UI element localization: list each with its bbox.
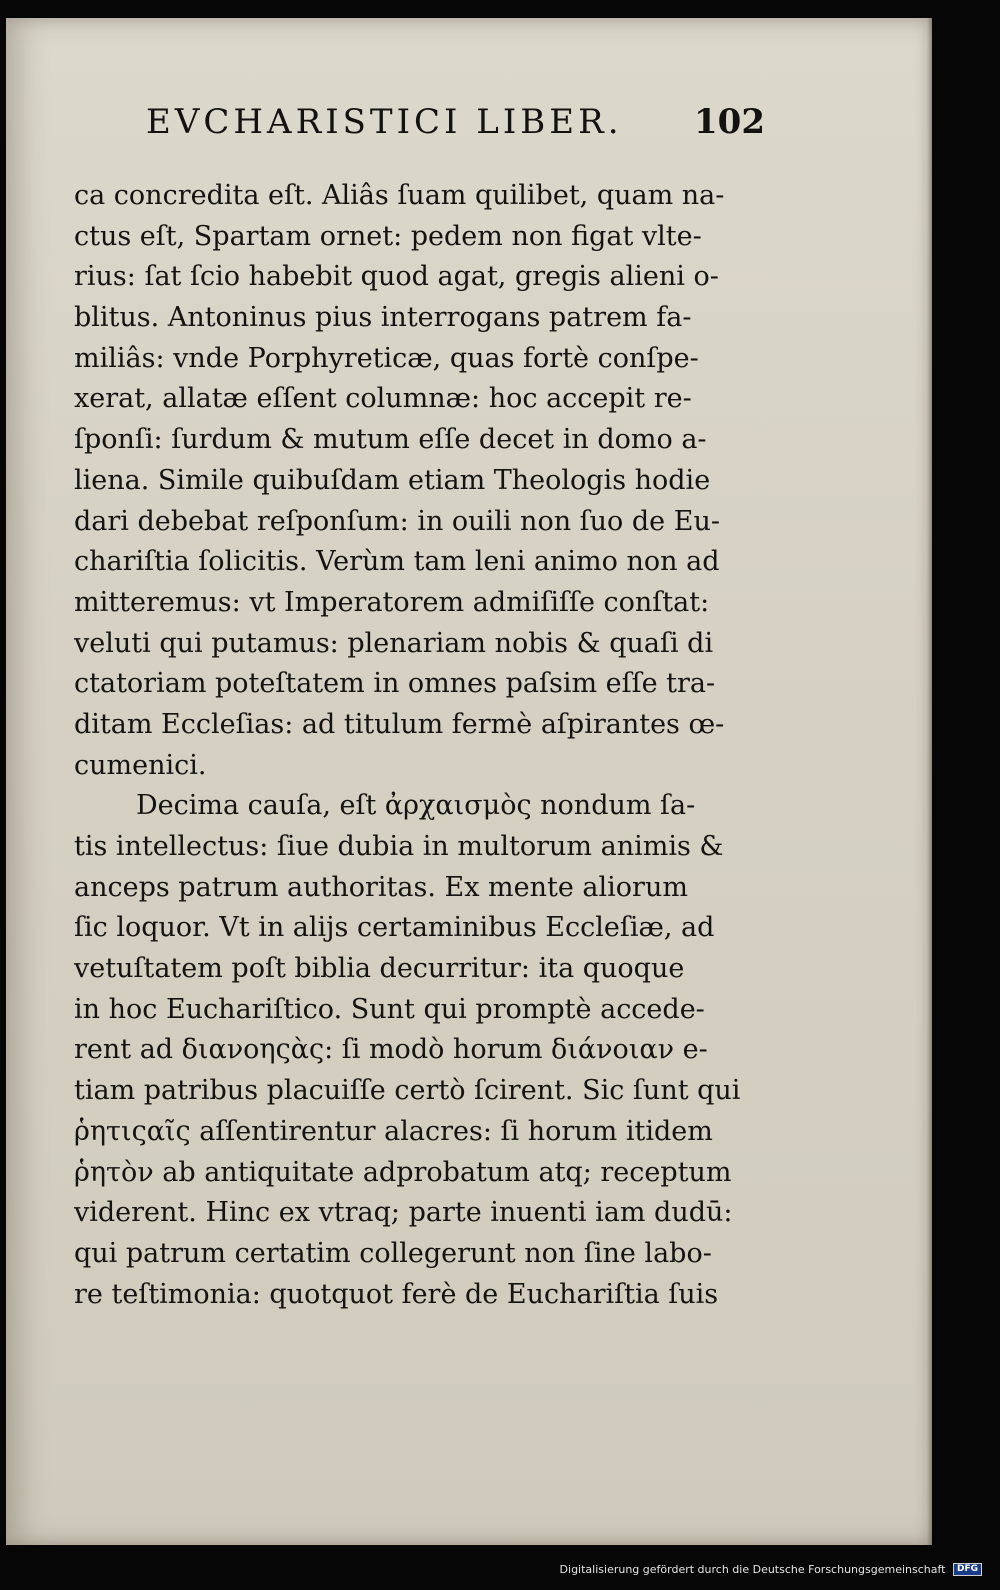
text-line: rent ad διανοηςὰς: ſi modò horum διάνοιαν e-	[74, 1034, 708, 1066]
text-line: ditam Eccleſias: ad titulum fermè aſpirantes œ-	[74, 708, 725, 740]
text-line: ῥητιςαῖς aſſentirentur alacres: ſi horum itidem	[74, 1115, 713, 1147]
text-line: qui patrum certatim collegerunt non ſine labo-	[74, 1237, 712, 1269]
text-line: cumenici.	[74, 749, 207, 781]
text-line: ſic loquor. Vt in alijs certaminibus Eccleſiæ, ad	[74, 912, 715, 944]
text-line: tis intellectus: ſiue dubia in multorum animis &	[74, 831, 724, 862]
page-edge-shadow	[927, 18, 932, 1545]
text-line: ſponſi: ſurdum & mutum eſſe decet in domo a-	[74, 424, 707, 456]
text-line: rius: ſat ſcio habebit quod agat, gregis alieni o-	[74, 261, 719, 293]
text-line: dari debebat reſponſum: in ouili non ſuo de Eu-	[74, 505, 720, 537]
text-line: blitus. Antoninus pius interrogans patrem fa-	[74, 302, 692, 334]
text-line: xerat, allatæ eſſent columnæ: hoc accepit re-	[74, 383, 692, 415]
page-number: 102	[694, 102, 765, 142]
credit-text: Digitalisierung gefördert durch die Deutsche Forschungsgemeinschaft	[559, 1562, 946, 1576]
text-line: chariſtia ſolicitis. Verùm tam leni animo non ad	[74, 546, 720, 578]
text-line: in hoc Euchariſtico. Sunt qui promptè accede-	[74, 993, 705, 1025]
text-line: viderent. Hinc ex vtraq; parte inuenti iam dudū:	[74, 1197, 733, 1229]
text-line: anceps patrum authoritas. Ex mente aliorum	[74, 871, 688, 903]
book-page	[6, 18, 932, 1545]
text-line: veluti qui putamus: plenariam nobis & quaſi di	[74, 627, 714, 659]
text-line: ctus eſt, Spartam ornet: pedem non figat vlte-	[74, 220, 702, 252]
body-text	[74, 176, 774, 1315]
text-line: vetuſtatem poſt biblia decurritur: ita quoque	[74, 953, 685, 985]
dfg-logo: DFG	[953, 1563, 982, 1576]
text-line: tiam patribus placuiſſe certò ſcirent. Sic ſunt qui	[74, 1075, 741, 1107]
text-line: ctatoriam poteſtatem in omnes paſsim eſſe tra-	[74, 668, 716, 700]
text-line: liena. Simile quibuſdam etiam Theologis hodie	[74, 464, 711, 496]
text-line: mitteremus: vt Imperatorem admiſiſſe conſtat:	[74, 586, 710, 618]
digitization-credit	[560, 1563, 982, 1577]
text-line: miliâs: vnde Porphyreticæ, quas fortè conſpe-	[74, 342, 699, 374]
text-line: ῥητὸν ab antiquitate adprobatum atq; receptum	[74, 1156, 732, 1188]
paragraph-start-line: Decima cauſa, eſt ἀρχαισμὸς nondum ſa-	[136, 790, 696, 822]
text-line: ca concredita eſt. Aliâs ſuam quilibet, quam na-	[74, 180, 725, 211]
text-line: re teſtimonia: quotquot ferè de Euchariſtia ſuis	[74, 1278, 719, 1310]
running-head: EVCHARISTICI LIBER.	[146, 102, 623, 142]
